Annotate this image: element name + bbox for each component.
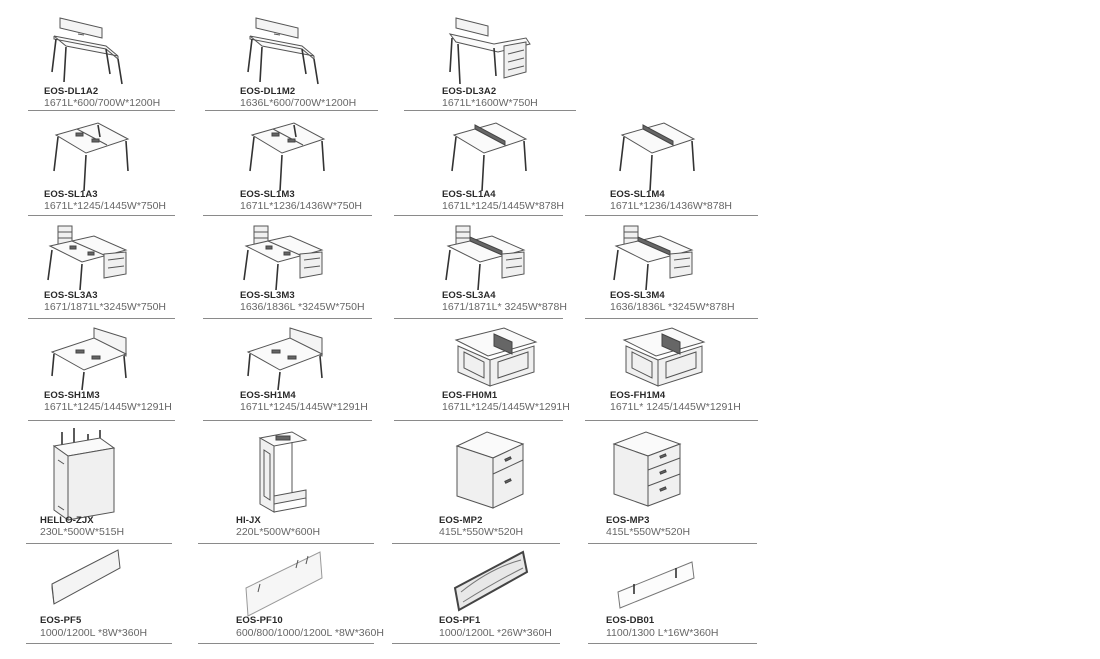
product-dimensions: 1671L*1600W*750H xyxy=(442,97,538,109)
divider-line xyxy=(28,420,175,421)
product-code: HELLO-ZJX xyxy=(40,515,94,526)
divider-line xyxy=(392,643,560,644)
double-desk-divider-icon xyxy=(444,117,534,193)
mobile-pedestal-2-drawer-icon xyxy=(453,430,527,510)
product-code: EOS-DB01 xyxy=(606,615,655,626)
divider-line xyxy=(198,643,374,644)
cable-spine-icon xyxy=(48,426,120,522)
product-dimensions: 1671/1871L* 3245W*878H xyxy=(442,301,567,313)
product-code: EOS-PF10 xyxy=(236,615,283,626)
product-code: EOS-SH1M4 xyxy=(240,390,296,401)
product-dimensions: 220L*500W*600H xyxy=(236,526,321,538)
product-dimensions: 1671L*1245/1445W*1291H xyxy=(240,401,368,413)
divider-line xyxy=(203,318,372,319)
product-code: EOS-SH1M3 xyxy=(44,390,100,401)
product-dimensions: 1000/1200L *8W*360H xyxy=(40,627,148,639)
divider-line xyxy=(203,215,372,216)
product-code: EOS-SL3A4 xyxy=(442,290,496,301)
product-dimensions: 1636/1836L *3245W*878H xyxy=(610,301,735,313)
product-code: EOS-FH0M1 xyxy=(442,390,498,401)
product-dimensions: 1671L* 1245/1445W*1291H xyxy=(610,401,741,413)
product-dimensions: 1000/1200L *26W*360H xyxy=(439,627,552,639)
product-code: EOS-DL1A2 xyxy=(44,86,99,97)
product-code: EOS-MP3 xyxy=(606,515,650,526)
product-code: EOS-PF1 xyxy=(439,615,481,626)
divider-line xyxy=(198,543,374,544)
divider-line xyxy=(588,543,757,544)
divider-line xyxy=(28,215,175,216)
product-code: EOS-SL1M4 xyxy=(610,189,665,200)
product-code: EOS-SL3A3 xyxy=(44,290,98,301)
product-code: EOS-DL1M2 xyxy=(240,86,296,97)
double-desk-icon xyxy=(242,117,332,193)
product-dimensions: 415L*550W*520H xyxy=(606,526,691,538)
product-code: EOS-FH1M4 xyxy=(610,390,666,401)
desk-cluster-pedestal-icon xyxy=(240,224,334,292)
divider-line xyxy=(585,420,758,421)
divider-line xyxy=(404,110,576,111)
divider-line xyxy=(205,110,378,111)
single-desk-screen-icon xyxy=(44,12,134,84)
product-code: EOS-PF5 xyxy=(40,615,82,626)
product-dimensions: 1671L*600/700W*1200H xyxy=(44,97,161,109)
product-dimensions: 230L*500W*515H xyxy=(40,526,125,538)
cable-tower-icon xyxy=(252,430,312,520)
desk-screen-panel-frosted-icon xyxy=(240,548,330,622)
desk-screen-panel-icon xyxy=(46,548,126,614)
divider-line xyxy=(203,420,372,421)
desk-cluster-divider-icon xyxy=(442,224,536,292)
product-dimensions: 415L*550W*520H xyxy=(439,526,524,538)
product-code: EOS-SL3M3 xyxy=(240,290,295,301)
product-code: EOS-SL1A3 xyxy=(44,189,98,200)
product-dimensions: 1671L*1236/1436W*750H xyxy=(240,200,363,212)
divider-line xyxy=(394,215,563,216)
divider-line xyxy=(28,318,175,319)
product-code: EOS-MP2 xyxy=(439,515,483,526)
clamp-screen-icon xyxy=(612,554,702,618)
divider-line xyxy=(585,215,758,216)
product-dimensions: 600/800/1000/1200L *8W*360H xyxy=(236,627,384,639)
divider-line xyxy=(26,643,172,644)
product-code: HI-JX xyxy=(236,515,261,526)
divider-line xyxy=(394,420,563,421)
product-dimensions: 1671L*1245/1445W*878H xyxy=(442,200,565,212)
desk-with-pedestal-icon xyxy=(442,14,534,86)
single-desk-screen-icon xyxy=(240,12,330,84)
product-dimensions: 1636/1836L *3245W*750H xyxy=(240,301,365,313)
product-code: EOS-SL1M3 xyxy=(240,189,295,200)
product-dimensions: 1636L*600/700W*1200H xyxy=(240,97,357,109)
desk-framed-storage-icon xyxy=(618,322,712,394)
product-dimensions: 1671/1871L*3245W*750H xyxy=(44,301,167,313)
double-desk-divider-icon xyxy=(612,117,702,193)
desk-cluster-divider-icon xyxy=(610,224,704,292)
product-dimensions: 1100/1300 L*16W*360H xyxy=(606,627,719,639)
product-code: EOS-SL1A4 xyxy=(442,189,496,200)
product-dimensions: 1671L*1245/1445W*1291H xyxy=(442,401,570,413)
desk-high-screen-icon xyxy=(242,326,334,392)
mobile-pedestal-3-drawer-icon xyxy=(610,430,684,510)
product-code: EOS-SL3M4 xyxy=(610,290,665,301)
desk-high-screen-icon xyxy=(46,326,138,392)
divider-line xyxy=(394,318,563,319)
divider-line xyxy=(28,110,175,111)
divider-line xyxy=(585,318,758,319)
product-dimensions: 1671L*1245/1445W*750H xyxy=(44,200,167,212)
double-desk-icon xyxy=(46,117,136,193)
divider-line xyxy=(392,543,560,544)
divider-line xyxy=(588,643,757,644)
desk-cluster-pedestal-icon xyxy=(44,224,138,292)
divider-line xyxy=(26,543,172,544)
product-dimensions: 1671L*1245/1445W*1291H xyxy=(44,401,172,413)
product-code: EOS-DL3A2 xyxy=(442,86,497,97)
desk-framed-storage-icon xyxy=(450,322,544,394)
product-dimensions: 1671L*1236/1436W*878H xyxy=(610,200,733,212)
fabric-screen-panel-icon xyxy=(451,548,531,622)
